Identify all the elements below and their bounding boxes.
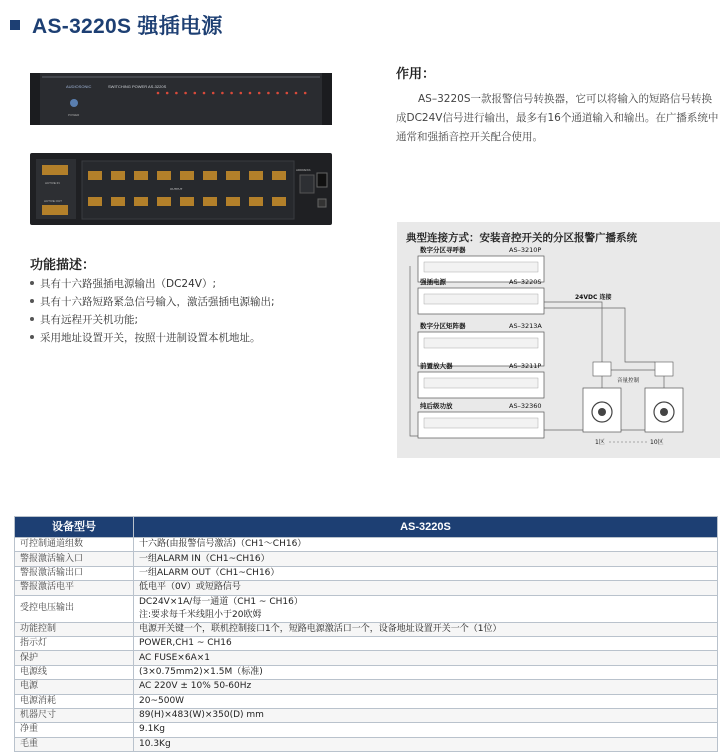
spec-value-line: 9.1Kg: [139, 724, 165, 735]
led-indicator-icon: [304, 92, 307, 95]
speaker-center: [598, 408, 606, 416]
function-item-text: 采用地址设置开关，按照十进制设置本机地址。: [40, 332, 261, 344]
page-title: [10, 12, 223, 38]
device-name: 数字分区矩阵器: [420, 322, 466, 330]
spec-row: [15, 694, 718, 708]
spec-value: [134, 737, 718, 751]
device-model: AS–3211P: [509, 362, 542, 370]
spec-value-line: 十六路(由报警信号激活)（CH1～CH16）: [139, 539, 307, 550]
rear-label-active-in: ACTIVE IN: [45, 181, 60, 185]
terminal-block-icon: [88, 197, 102, 206]
spec-value-line: AC 220V ± 10% 50-60Hz: [139, 681, 252, 692]
rear-label-address: ADDRESS: [296, 168, 311, 172]
spec-row: [15, 538, 718, 552]
spec-key: 电源线: [15, 665, 134, 679]
led-indicator-icon: [286, 92, 289, 95]
spec-value-line: 注:要求每千米线阻小于20欧姆: [139, 609, 262, 620]
spec-value-line: DC24V×1A/每一通道（CH1 ~ CH16）: [139, 596, 303, 607]
spec-key: 受控电压输出: [15, 595, 134, 622]
spec-header-key: 设备型号: [15, 517, 134, 538]
bullet-icon: [30, 299, 34, 303]
led-indicator-icon: [184, 92, 187, 95]
spec-value-line: 低电平（0V）或短路信号: [139, 582, 241, 593]
led-indicator-icon: [175, 92, 178, 95]
terminal-block-icon: [180, 171, 194, 180]
device-name: 强插电源: [420, 278, 446, 286]
function-list: [30, 275, 360, 347]
front-brand-text: AUDIOSONIC: [66, 84, 92, 89]
led-indicator-icon: [258, 92, 261, 95]
led-indicator-icon: [203, 92, 206, 95]
led-indicator-icon: [295, 92, 298, 95]
spec-table: [14, 516, 718, 752]
spec-value-line: 一组ALARM OUT（CH1~CH16）: [139, 567, 280, 578]
spec-row: [15, 552, 718, 566]
terminal-block-icon: [180, 197, 194, 206]
spec-row: [15, 737, 718, 751]
spec-key: 警报激活输出口: [15, 566, 134, 580]
spec-value-line: POWER,CH1 ~ CH16: [139, 638, 232, 649]
device-panel: [424, 378, 538, 388]
zone-last-label: 10区: [650, 439, 664, 446]
terminal-block-icon: [249, 171, 263, 180]
led-indicator-icon: [249, 92, 252, 95]
spec-row: [15, 581, 718, 595]
device-model: AS–32360: [509, 402, 542, 410]
terminal-block-icon: [111, 171, 125, 180]
spec-row: [15, 680, 718, 694]
purpose-heading: 作用：: [396, 67, 436, 82]
spec-key: 可控制通道组数: [15, 538, 134, 552]
spec-row: [15, 651, 718, 665]
spec-value-line: 一组ALARM IN（CH1~CH16）: [139, 553, 270, 564]
spec-value-line: 电源开关键一个，联机控制接口1个，短路电源激活口一个，设备地址设置开关一个（1位）: [139, 623, 502, 634]
device-panel: [424, 418, 538, 428]
spec-row: [15, 595, 718, 622]
terminal-block-icon: [134, 197, 148, 206]
spec-key: 电源消耗: [15, 694, 134, 708]
spec-value: [134, 552, 718, 566]
terminal-block-icon: [203, 197, 217, 206]
led-indicator-icon: [221, 92, 224, 95]
led-indicator-icon: [267, 92, 270, 95]
function-list-item: [30, 293, 360, 311]
spec-row: [15, 636, 718, 650]
spec-value-line: 20~500W: [139, 695, 185, 706]
terminal-block-icon: [134, 171, 148, 180]
function-list-item: [30, 275, 360, 293]
spec-header-row: [15, 517, 718, 538]
bullet-icon: [30, 281, 34, 285]
spec-value: [134, 723, 718, 737]
function-heading: 功能描述：: [30, 258, 96, 273]
spec-key: 警报激活输入口: [15, 552, 134, 566]
spec-key: 电源: [15, 680, 134, 694]
zone-first-label: 1区: [595, 439, 605, 446]
volume-control-icon: [593, 362, 611, 376]
device-box: [418, 332, 544, 366]
terminal-block-icon: [157, 171, 171, 180]
device-panel: [424, 338, 538, 348]
spec-value: [134, 566, 718, 580]
terminal-block-icon: [249, 197, 263, 206]
rear-label-output: OUTPUT: [170, 187, 183, 191]
spec-key: 毛重: [15, 737, 134, 751]
terminal-block-icon: [272, 171, 286, 180]
spec-value: [134, 651, 718, 665]
device-name: 纯后级功放: [420, 402, 453, 410]
bullet-icon: [30, 317, 34, 321]
led-indicator-icon: [240, 92, 243, 95]
terminal-block-icon: [88, 171, 102, 180]
device-model: AS–3213A: [509, 322, 542, 330]
led-indicator-icon: [276, 92, 279, 95]
spec-row: [15, 723, 718, 737]
device-model: AS–3210P: [509, 246, 542, 254]
terminal-block-icon: [157, 197, 171, 206]
function-item-text: 具有远程开关机功能;: [40, 314, 139, 326]
terminal-block-icon: [226, 171, 240, 180]
led-indicator-icon: [166, 92, 169, 95]
dc-label: 24VDC 连接: [575, 294, 612, 301]
function-list-item: [30, 329, 360, 347]
terminal-block-icon: [111, 197, 125, 206]
spec-key: 净重: [15, 723, 134, 737]
spec-key: 保护: [15, 651, 134, 665]
diagram-title: 典型连接方式：安装音控开关的分区报警广播系统: [406, 232, 637, 244]
spec-value: [134, 636, 718, 650]
device-front-image: [30, 71, 332, 126]
spec-key: 警报激活电平: [15, 581, 134, 595]
device-model: AS–3220S: [509, 278, 542, 286]
led-indicator-icon: [212, 92, 215, 95]
rear-label-active-out: ACTIVE OUT: [44, 199, 63, 203]
spec-row: [15, 566, 718, 580]
connection-line: [544, 302, 655, 370]
spec-value: [134, 538, 718, 552]
terminal-block-icon: [226, 197, 240, 206]
front-model-text: SWITCHING POWER AS-3220S: [108, 84, 167, 89]
function-item-text: 具有十六路强插电源输出（DC24V）;: [40, 278, 216, 290]
function-list-item: [30, 311, 360, 329]
spec-value: [134, 680, 718, 694]
connection-line: [410, 266, 418, 436]
function-item-text: 具有十六路短路紧急信号输入，激活强插电源输出;: [40, 296, 275, 308]
bullet-icon: [30, 335, 34, 339]
spec-value-line: 89(H)×483(W)×350(D) mm: [139, 710, 264, 721]
spec-row: [15, 622, 718, 636]
device-name: 数字分区寻呼器: [420, 246, 466, 254]
spec-value: [134, 595, 718, 622]
spec-row: [15, 708, 718, 722]
diagram-drawing: [397, 222, 720, 458]
spec-header-value: AS-3220S: [134, 517, 718, 538]
title-square-icon: [10, 20, 20, 30]
spec-value: [134, 622, 718, 636]
spec-value: [134, 665, 718, 679]
volume-control-icon: [655, 362, 673, 376]
spec-value-line: AC FUSE×6A×1: [139, 652, 210, 663]
spec-value-line: (3×0.75mm2)×1.5M（标准): [139, 666, 263, 677]
purpose-text: AS–3220S一款报警信号转换器，它可以将输入的短路信号转换成DC24V信号进行输出，最多有16个通道输入和输出。在广播系统中通常和强插音控开关配合使用。: [396, 93, 719, 143]
spec-value: [134, 708, 718, 722]
device-panel: [424, 294, 538, 304]
terminal-block-icon: [203, 171, 217, 180]
spec-row: [15, 665, 718, 679]
led-indicator-icon: [194, 92, 197, 95]
device-name: 前置放大器: [420, 362, 453, 370]
page-title-text: AS-3220S 强插电源: [32, 15, 223, 38]
led-indicator-icon: [157, 92, 160, 95]
connection-line: [544, 308, 655, 362]
spec-key: 功能控制: [15, 622, 134, 636]
spec-value-line: 10.3Kg: [139, 738, 171, 749]
front-knob-label: POWER: [68, 113, 80, 117]
spec-key: 指示灯: [15, 636, 134, 650]
spec-value: [134, 581, 718, 595]
speaker-center: [660, 408, 668, 416]
led-indicator-icon: [230, 92, 233, 95]
spec-value: [134, 694, 718, 708]
spec-key: 机器尺寸: [15, 708, 134, 722]
volume-label: 音量控制: [617, 378, 640, 384]
device-rear-image: [30, 153, 332, 225]
device-panel: [424, 262, 538, 272]
terminal-block-icon: [272, 197, 286, 206]
